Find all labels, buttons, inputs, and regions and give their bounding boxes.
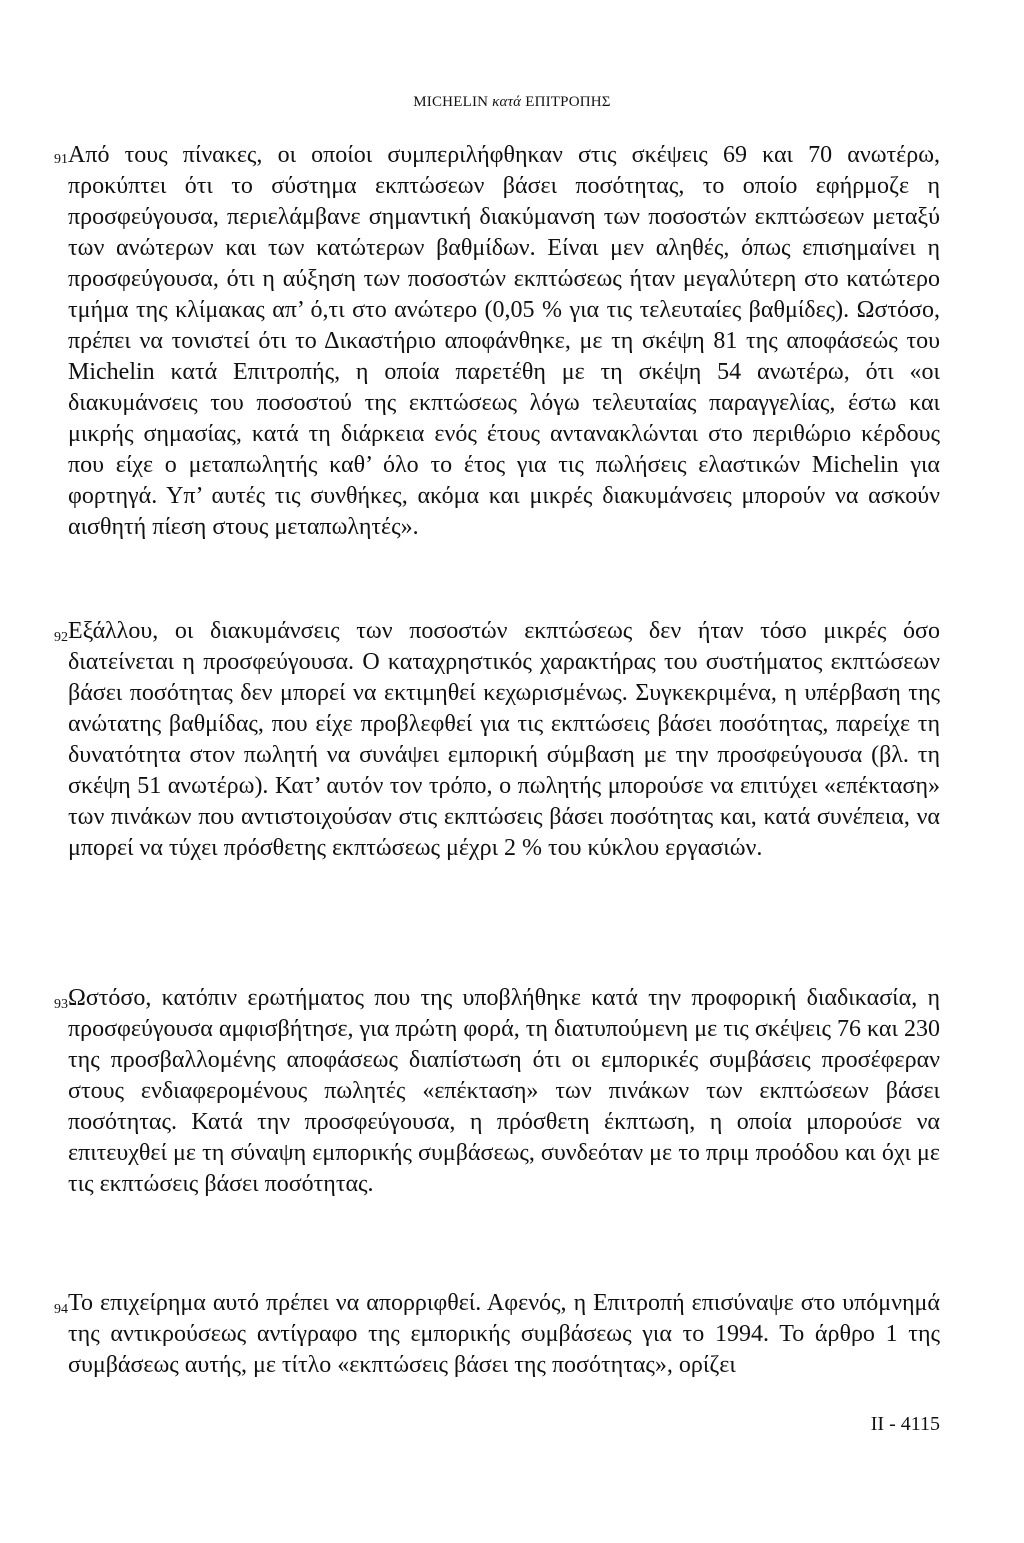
paragraph-91: Από τους πίνακες, οι οποίοι συμπεριλήφθηκαν στις σκέψεις 69 και 70 ανωτέρω, προκύπτει ότι το σύστημα εκπτώσεων βάσει ποσότητας, το οποίο εφήρμοζε η προσφεύγουσα, περιελάμβανε σημαντική διακύμανση των ποσοστών εκπτώσεων μεταξύ των ανώτερων και των κατώτερων βαθμίδων. Είναι μεν αληθές, όπως επισημαίνει η προσφεύγουσα, ότι η αύξηση των ποσοστών εκπτώσεως ήταν μεγαλύτερη στο κατώτερο τμήμα της κλίμακας απ’ ό,τι στο ανώτερο (0,05 % για τις τελευταίες βαθμίδες). Ωστόσο, πρέπει να τονιστεί ότι το Δικαστήριο αποφάνθηκε, με τη σκέψη 81 της αποφάσεώς του Michelin κατά Επιτροπής, η οποία παρετέθη με τη σκέψη 54 ανωτέρω, ότι «οι διακυμάνσεις του ποσοστού της εκπτώσεως λόγω τελευταίας παραγγελίας, έστω και μικρής σημασίας, κατά τη διάρκεια ενός έτους αντανακλώνται στο περιθώριο κέρδους που είχε ο μεταπωλητής καθ’ όλο το έτος για τις πωλήσεις ελαστικών Michelin για φορτηγά. Υπ’ αυτές τις συνθήκες, ακόμα και μικρές διακυμάνσεις μπορούν να ασκούν αισθητή πίεση στους μεταπωλητές». bbox=[68, 142, 940, 540]
paragraph-92: Εξάλλου, οι διακυμάνσεις των ποσοστών εκπτώσεως δεν ήταν τόσο μικρές όσο διατείνεται η προσφεύγουσα. Ο καταχρηστικός χαρακτήρας του συστήματος εκπτώσεων βάσει ποσότητας δεν μπορεί να εκτιμηθεί κεχωρισμένως. Συγκεκριμένα, η υπέρβαση της ανώτατης βαθμίδας, που είχε προβλεφθεί για τις εκπτώσεις βάσει ποσότητας, παρείχε τη δυνατότητα στον πωλητή να συνάψει εμπορική σύμβαση με την προσφεύγουσα (βλ. τη σκέψη 51 ανωτέρω). Κατ’ αυτόν τον τρόπο, ο πωλητής μπορούσε να επιτύχει «επέκταση» των πινάκων που αντιστοιχούσαν στις εκπτώσεις βάσει ποσότητας και, κατά συνέπεια, να μπορεί να τύχει πρόσθετης εκπτώσεως μέχρι 2 % του κύκλου εργασιών. bbox=[68, 618, 940, 861]
paragraph-number-92: 92 bbox=[54, 630, 68, 645]
header-party-name: MICHELIN bbox=[413, 94, 489, 110]
running-header bbox=[0, 94, 1024, 111]
paragraph-number-91: 91 bbox=[54, 152, 68, 167]
paragraph-94: Το επιχείρημα αυτό πρέπει να απορριφθεί. Αφενός, η Επιτροπή επισύναψε στο υπόμνημά της αντικρούσεως αντίγραφο της εμπορικής συμβάσεως για το 1994. Το άρθρο 1 της συμβάσεως αυτής, με τίτλο «εκπτώσεις βάσει της ποσότητας», ορίζει bbox=[68, 1290, 940, 1378]
paragraph-93: Ωστόσο, κατόπιν ερωτήματος που της υποβλήθηκε κατά την προφορική διαδικασία, η προσφεύγουσα αμφισβήτησε, για πρώτη φορά, τη διατυπούμενη με τις σκέψεις 76 και 230 της προσβαλλομένης αποφάσεως διαπίστωση ότι οι εμπορικές συμβάσεις προσέφεραν στους ενδιαφερομένους πωλητές «επέκταση» των πινάκων των εκπτώσεων βάσει ποσότητας. Κατά την προσφεύγουσα, η πρόσθετη έκπτωση, η οποία μπορούσε να επιτευχθεί με τη σύναψη εμπορικής συμβάσεως, συνδεόταν με το πριμ προόδου και όχι με τις εκπτώσεις βάσει ποσότητας. bbox=[68, 985, 940, 1197]
paragraph-number-94: 94 bbox=[54, 1302, 68, 1317]
page-number: II - 4115 bbox=[870, 1413, 940, 1435]
header-institution: ΕΠΙΤΡΟΠΗΣ bbox=[525, 94, 611, 110]
header-versus: κατά bbox=[492, 94, 522, 110]
paragraph-number-93: 93 bbox=[54, 997, 68, 1012]
